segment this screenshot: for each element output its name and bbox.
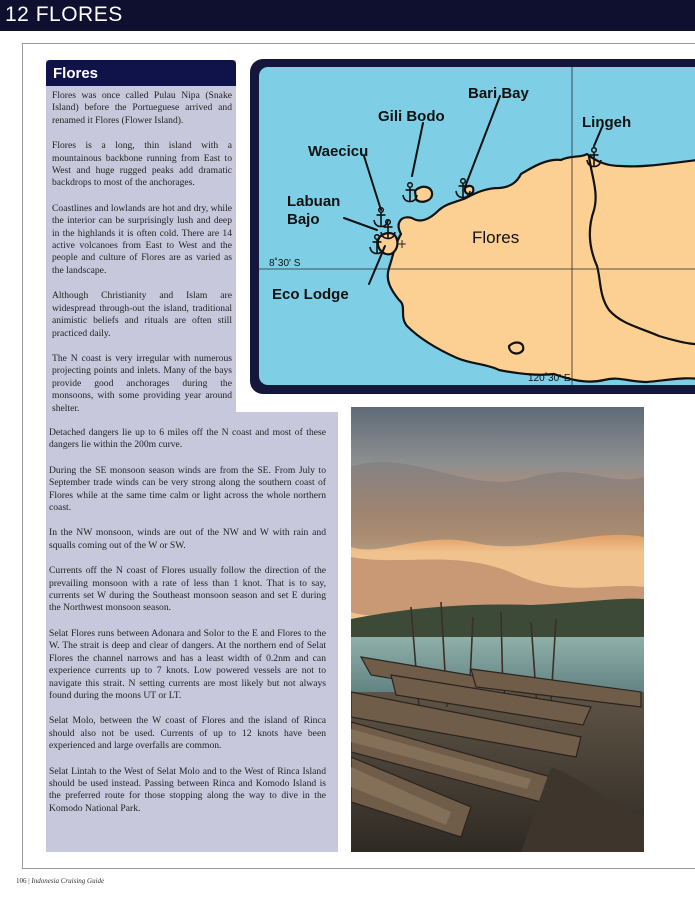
map-label-waecicu: Waecicu — [308, 143, 369, 160]
publication-name: Indonesia Cruising Guide — [31, 877, 105, 885]
paragraph: Selat Molo, between the W coast of Flores and the island of Rinca should also not be used. Currents of up to 12 knots have been experienced and large overfalls are common. — [49, 715, 326, 752]
paragraph: Currents off the N coast of Flores usually follow the direction of the prevailing monsoon with a rate of less than 1 knot. That is to say, currents set W during the Southeast monsoon season and set E during the Northwest monsoon season. — [49, 565, 326, 614]
section-title: 12 FLORES — [5, 3, 123, 26]
paragraph: Flores is a long, thin island with a mountainous backbone running from East to West and huge rugged peaks add dramatic backdrops to most of the anchorages. — [52, 140, 232, 189]
page-footer — [16, 877, 104, 885]
paragraph: Detached dangers lie up to 6 miles off the N coast and most of these dangers lie within the 200m curve. — [49, 427, 326, 451]
paragraph: Coastlines and lowlands are hot and dry, while the interior can be surprisingly lush and deep in the highlands it is often cold. There are 14 active volcanoes from East to West and the people and culture of Flores are as varied as the landscape. — [52, 202, 232, 276]
map-label-eco-lodge: Eco Lodge — [272, 286, 349, 303]
flores-map — [249, 58, 695, 395]
map-label-gili-bodo: Gili Bodo — [378, 108, 445, 125]
map-label-flores: Flores — [472, 228, 520, 247]
page-number: 106 — [16, 877, 27, 885]
map-label-labuan: Labuan — [287, 193, 341, 210]
footer-separator: | — [28, 877, 30, 885]
paragraph: The N coast is very irregular with numerous projecting points and inlets. Many of the bays provide good anchorages during the monsoons, with some providing year around shelter. — [52, 352, 232, 414]
section-header-bar — [0, 0, 695, 31]
sidebar-heading: Flores — [46, 60, 236, 86]
lake-boats-photo — [351, 407, 644, 852]
map-label-bari-bay: Bari Bay — [468, 85, 529, 102]
map-latitude-label: 8˚30' S — [269, 258, 301, 269]
article-top-column — [52, 90, 232, 428]
map-label-bajo: Bajo — [287, 211, 320, 228]
article-bottom-column — [49, 427, 326, 828]
cross-marker-icon: + — [397, 237, 408, 251]
paragraph: Although Christianity and Islam are widespread through-out the island, traditional animistic beliefs and rituals are often still practiced daily. — [52, 290, 232, 339]
paragraph: Selat Flores runs between Adonara and Solor to the E and Flores to the W. The strait is deep and clear of dangers. At the northern end of Selat Flores the channel narrows and has a least width of 0.2nm and can experience currents up to 7 knots. Low powered vessels are not to navigate this strait. N setting currents are most likely but not always found during the moons UT or LT. — [49, 627, 326, 701]
map-longitude-label: 120˚30' E — [528, 373, 571, 384]
paragraph: In the NW monsoon, winds are out of the NW and W with rain and squalls coming out of the W or SW. — [49, 527, 326, 551]
paragraph: Flores was once called Pulau Nipa (Snake Island) before the Portueguese arrived and renamed it Flores (Flower Island). — [52, 90, 232, 126]
paragraph: During the SE monsoon season winds are from the SE. From July to September trade winds can be very strong along the southern coast of Flores while at the same time calm or light across the whole northern coast. — [49, 464, 326, 514]
paragraph: Selat Lintah to the West of Selat Molo and to the West of Rinca Island should be used instead. Passing between Rinca and Komodo Island is the preferred route for those stopping along the way to dive in the Komodo National Park. — [49, 765, 326, 814]
map-label-lingeh: Lingeh — [582, 114, 632, 131]
